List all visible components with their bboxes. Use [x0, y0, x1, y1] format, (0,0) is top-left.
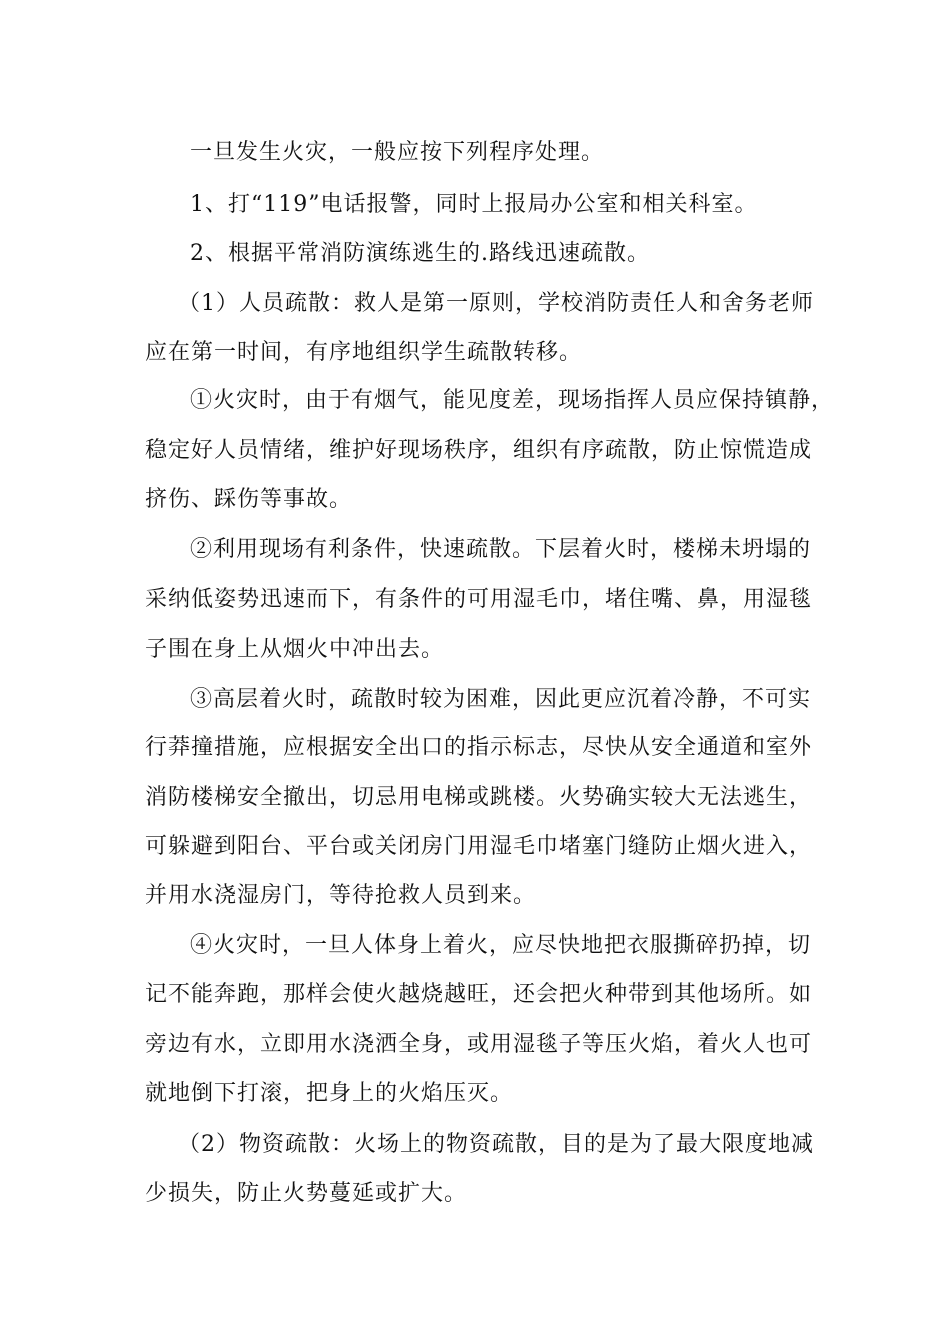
personnel-evacuation-line-2: 应在第一时间，有序地组织学生疏散转移。: [145, 340, 583, 365]
step-2-line: 2、根据平常消防演练逃生的.路线迅速疏散。: [190, 241, 650, 266]
item-3-line-2: 行莽撞措施，应根据安全出口的指示标志，尽快从安全通道和室外: [145, 735, 813, 760]
item-1-line-2: 稳定好人员情绪，维护好现场秩序，组织有序疏散，防止惊慌造成: [145, 438, 813, 463]
item-1-line-3: 挤伤、踩伤等事故。: [145, 487, 353, 512]
item-4-line-2: 记不能奔跑，那样会使火越烧越旺，还会把火种带到其他场所。如: [145, 982, 813, 1007]
item-4-line-4: 就地倒下打滚，把身上的火焰压灭。: [145, 1081, 514, 1106]
item-2-line-1: ②利用现场有利条件，快速疏散。下层着火时，楼梯未坍塌的: [190, 537, 812, 562]
material-evacuation-line-2: 少损失，防止火势蔓延或扩大。: [145, 1181, 468, 1206]
item-3-line-1: ③高层着火时，疏散时较为困难，因此更应沉着冷静，不可实: [190, 687, 812, 712]
item-4-line-3: 旁边有水，立即用水浇洒全身，或用湿毯子等压火焰，着火人也可: [145, 1032, 813, 1057]
item-2-line-3: 子围在身上从烟火中冲出去。: [145, 637, 445, 662]
item-1-line-1: ①火灾时，由于有烟气，能见度差，现场指挥人员应保持镇静，: [190, 388, 835, 413]
item-3-line-5: 并用水浇湿房门，等待抢救人员到来。: [145, 883, 537, 908]
item-2-line-2: 采纳低姿势迅速而下，有条件的可用湿毛巾，堵住嘴、鼻，用湿毯: [145, 587, 813, 612]
material-evacuation-line-1: （2）物资疏散：火场上的物资疏散，目的是为了最大限度地减: [178, 1132, 814, 1157]
paragraph-intro: 一旦发生火灾，一般应按下列程序处理。: [190, 140, 605, 165]
step-1-line: 1、打“119”电话报警，同时上报局办公室和相关科室。: [190, 192, 758, 217]
item-4-line-1: ④火灾时，一旦人体身上着火，应尽快地把衣服撕碎扔掉，切: [190, 933, 812, 958]
item-3-line-3: 消防楼梯安全撤出，切忌用电梯或跳楼。火势确实较大无法逃生，: [145, 785, 813, 810]
personnel-evacuation-line-1: （1）人员疏散：救人是第一原则，学校消防责任人和舍务老师: [178, 291, 814, 316]
item-3-line-4: 可躲避到阳台、平台或关闭房门用湿毛巾堵塞门缝防止烟火进入，: [145, 834, 813, 859]
